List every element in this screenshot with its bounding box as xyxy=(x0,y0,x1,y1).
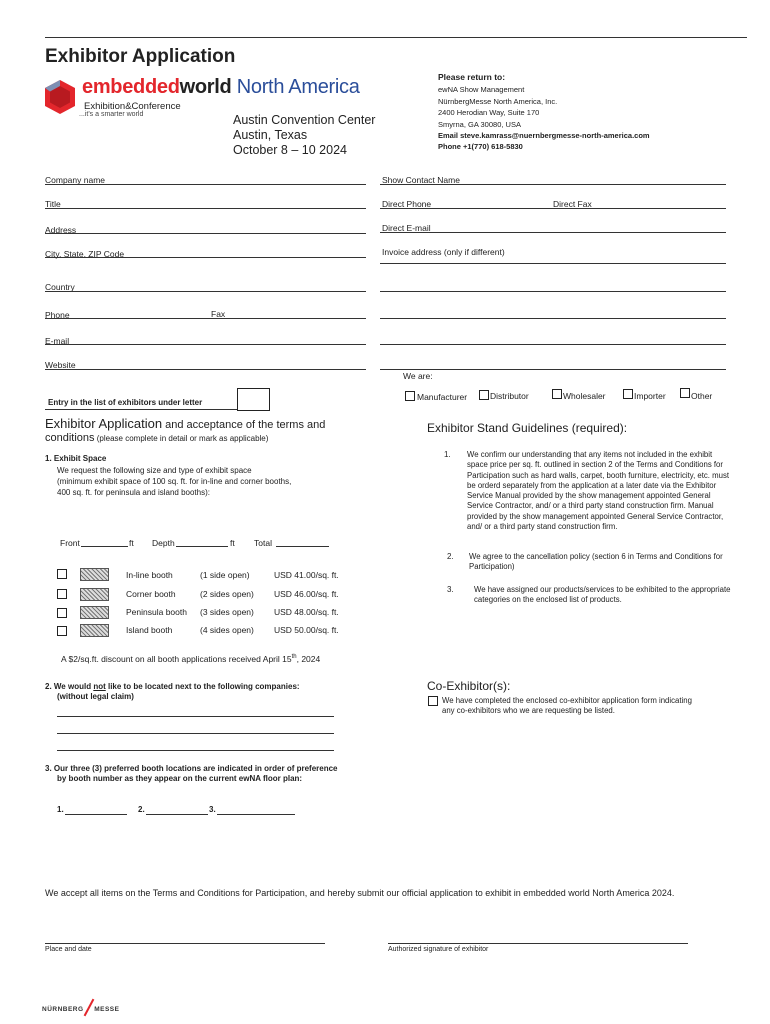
booth-sides: (2 sides open) xyxy=(200,589,254,599)
direct-email-field[interactable] xyxy=(380,232,726,233)
brand-right: MESSE xyxy=(94,1006,120,1013)
application-heading-note: (please complete in detail or mark as applicable) xyxy=(94,434,269,443)
application-heading xyxy=(45,416,325,431)
co-exhibitor-title: Co-Exhibitor(s): xyxy=(427,679,511,693)
place-date-field[interactable] xyxy=(45,943,325,944)
discount-text: A $2/sq.ft. discount on all booth applications received April 15 xyxy=(61,654,292,664)
email-label: E-mail xyxy=(45,336,70,346)
logo-hexagon-icon xyxy=(43,79,77,115)
return-line: Smyrna, GA 30080, USA xyxy=(438,119,521,129)
section2-text-b: like to be located next to the following companies: xyxy=(105,682,300,691)
exclude-company-field-3[interactable] xyxy=(57,750,334,751)
section3-heading: 3. Our three (3) preferred booth locations are indicated in order of preference xyxy=(45,764,338,773)
slash-icon xyxy=(84,999,95,1017)
fax-label: Fax xyxy=(211,309,226,319)
guideline-line: provided by the show management appointed General Service Contractor, xyxy=(467,511,724,521)
depth-label: Depth xyxy=(152,538,175,548)
guideline-line: be orderd separately from the application at a later date via the Exhibitor xyxy=(467,480,717,490)
guideline-line: We confirm our understanding that any items not included in the exhibit xyxy=(467,450,713,459)
booth-swatch xyxy=(80,568,109,581)
guideline-1-text xyxy=(467,450,729,532)
guideline-num: 3. xyxy=(447,585,454,594)
guideline-line: Participation) xyxy=(469,562,515,572)
section2-text-a: 2. We would xyxy=(45,682,94,691)
importer-label: Importer xyxy=(634,391,666,401)
application-heading-conditions: conditions xyxy=(45,432,95,444)
wholesaler-checkbox[interactable] xyxy=(552,389,562,399)
peninsula-booth-checkbox[interactable] xyxy=(57,608,67,618)
guideline-3-text xyxy=(474,585,730,606)
entry-letter-box[interactable] xyxy=(237,388,270,411)
venue-block xyxy=(233,113,375,158)
booth-swatch xyxy=(80,606,109,619)
guidelines-title: Exhibitor Stand Guidelines (required): xyxy=(427,421,628,435)
total-field[interactable] xyxy=(276,546,329,547)
depth-field[interactable] xyxy=(176,546,228,547)
company-label: Company name xyxy=(45,175,106,185)
place-date-label: Place and date xyxy=(45,946,92,953)
front-unit: ft xyxy=(129,538,134,548)
guideline-line: and/ or a third party stand construction firm. xyxy=(467,522,618,532)
guideline-line: space price per sq. ft. outlined in section 2 of the Terms and Conditions for xyxy=(467,460,723,470)
phone-fax-field[interactable] xyxy=(45,318,366,319)
country-label: Country xyxy=(45,282,75,292)
city-label: City, State, ZIP Code xyxy=(45,249,125,259)
section2-not: not xyxy=(93,682,106,691)
other-checkbox[interactable] xyxy=(680,388,690,398)
invoice-field-5[interactable] xyxy=(380,369,726,370)
return-address xyxy=(438,72,650,153)
corner-booth-checkbox[interactable] xyxy=(57,589,67,599)
exhibit-space-title: 1. Exhibit Space xyxy=(45,454,107,463)
logo-subtitle: Exhibition&Conference xyxy=(84,101,181,112)
booth-price: USD 50.00/sq. ft. xyxy=(274,625,339,635)
pref-1-label: 1. xyxy=(57,805,64,814)
booth-swatch xyxy=(80,624,109,637)
pref-2-field[interactable] xyxy=(146,814,208,815)
guideline-line: Service Contractor, and/ or a third party stand construction firm. Manual xyxy=(467,501,714,511)
city-field[interactable] xyxy=(45,257,366,258)
we-are-label: We are: xyxy=(403,371,433,381)
booth-name: In-line booth xyxy=(126,570,173,580)
country-field[interactable] xyxy=(45,291,366,292)
total-label: Total xyxy=(254,538,272,548)
venue-dates: October 8 – 10 2024 xyxy=(233,143,347,157)
website-field[interactable] xyxy=(45,369,366,370)
booth-sides: (4 sides open) xyxy=(200,625,254,635)
depth-unit: ft xyxy=(230,538,235,548)
wholesaler-label: Wholesaler xyxy=(563,391,606,401)
discount-note xyxy=(61,654,320,664)
discount-sup: th xyxy=(291,654,297,661)
exclude-company-field-2[interactable] xyxy=(57,733,334,734)
direct-fax-label: Direct Fax xyxy=(553,199,592,209)
booth-price: USD 46.00/sq. ft. xyxy=(274,589,339,599)
return-line: ewNA Show Management xyxy=(438,85,525,95)
title-field[interactable] xyxy=(45,208,366,209)
return-line: NürnbergMesse North America, Inc. xyxy=(438,96,558,106)
front-field[interactable] xyxy=(81,546,128,547)
direct-email-label: Direct E-mail xyxy=(382,223,431,233)
booth-sides: (1 side open) xyxy=(200,570,250,580)
island-booth-checkbox[interactable] xyxy=(57,626,67,636)
return-heading: Please return to: xyxy=(438,72,506,82)
address-label: Address xyxy=(45,225,77,235)
distributor-label: Distributor xyxy=(490,391,529,401)
co-exhibitor-line: any co-exhibitors who we are requesting be listed. xyxy=(442,706,615,716)
invoice-label: Invoice address (only if different) xyxy=(382,247,505,257)
direct-phone-label: Direct Phone xyxy=(382,199,432,209)
nuernbergmesse-logo xyxy=(42,998,119,1017)
booth-price: USD 41.00/sq. ft. xyxy=(274,570,339,580)
entry-letter-label: Entry in the list of exhibitors under letter xyxy=(48,398,203,407)
pref-2-label: 2. xyxy=(138,805,145,814)
title-label: Title xyxy=(45,199,61,209)
invoice-field-4[interactable] xyxy=(380,344,726,345)
invoice-field-3[interactable] xyxy=(380,318,726,319)
manufacturer-checkbox[interactable] xyxy=(405,391,415,401)
logo-word-north-america: North America xyxy=(236,76,360,98)
website-label: Website xyxy=(45,360,76,370)
exhibit-space-text xyxy=(57,465,291,498)
application-heading-rest: and acceptance of the terms and xyxy=(162,419,326,431)
top-rule xyxy=(45,37,747,38)
invoice-field-1[interactable] xyxy=(380,263,726,264)
co-exhibitor-checkbox[interactable] xyxy=(428,696,438,706)
importer-checkbox[interactable] xyxy=(623,389,633,399)
booth-name: Island booth xyxy=(126,625,173,635)
guideline-line: We agree to the cancellation policy (section 6 in Terms and Conditions for xyxy=(469,552,723,561)
discount-year: , 2024 xyxy=(296,654,321,664)
direct-phone-fax-field[interactable] xyxy=(380,208,726,209)
booth-price: USD 48.00/sq. ft. xyxy=(274,607,339,617)
section3-subheading: by booth number as they appear on the current ewNA floor plan: xyxy=(57,774,303,783)
booth-sides: (3 sides open) xyxy=(200,607,254,617)
guideline-num: 2. xyxy=(447,552,454,561)
signature-field[interactable] xyxy=(388,943,688,944)
front-label: Front xyxy=(60,538,80,548)
return-line: 2400 Herodian Way, Suite 170 xyxy=(438,108,540,118)
pref-3-field[interactable] xyxy=(217,814,295,815)
guideline-line: Service Manual provided by the show management appointed General xyxy=(467,491,711,501)
brand-left: NÜRNBERG xyxy=(42,1006,84,1013)
pref-3-label: 3. xyxy=(209,805,216,814)
invoice-field-2[interactable] xyxy=(380,291,726,292)
page-title: Exhibitor Application xyxy=(45,46,236,67)
return-phone: Phone +1(770) 618-5830 xyxy=(438,142,523,152)
booth-name: Corner booth xyxy=(126,589,176,599)
guideline-line: We have assigned our products/services to be exhibited to the appropriate xyxy=(474,585,731,594)
pref-1-field[interactable] xyxy=(65,814,127,815)
address-field[interactable] xyxy=(45,233,366,234)
exhibit-space-line: (minimum exhibit space of 100 sq. ft. for in-line and corner booths, xyxy=(57,477,292,486)
inline-booth-checkbox[interactable] xyxy=(57,569,67,579)
booth-name: Peninsula booth xyxy=(126,607,187,617)
section2-subheading: (without legal claim) xyxy=(57,692,134,701)
guideline-2-text xyxy=(469,552,723,573)
return-email: Email steve.kamrass@nuernbergmesse-north-america.com xyxy=(438,131,650,141)
application-heading-line2 xyxy=(45,432,268,444)
other-label: Other xyxy=(691,391,713,401)
acceptance-statement: We accept all items on the Terms and Conditions for Participation, and hereby submit our official application to exhibit in embedded world North America 2024. xyxy=(45,888,675,898)
logo-tagline: ...it's a smarter world xyxy=(79,111,144,118)
exhibit-space-line: We request the following size and type of exhibit space xyxy=(57,466,252,475)
exhibit-space-line: 400 sq. ft. for peninsula and island booths): xyxy=(57,488,210,497)
phone-label: Phone xyxy=(45,310,70,320)
entry-letter-underline xyxy=(45,409,237,410)
distributor-checkbox[interactable] xyxy=(479,390,489,400)
guideline-line: categories on the enclosed list of products. xyxy=(474,595,622,605)
exclude-company-field-1[interactable] xyxy=(57,716,334,717)
logo-word-embedded: embedded xyxy=(82,76,180,98)
logo-wordmark xyxy=(82,76,360,99)
company-field[interactable] xyxy=(45,184,366,185)
booth-swatch xyxy=(80,588,109,601)
co-exhibitor-line: We have completed the enclosed co-exhibitor application form indicating xyxy=(442,696,692,705)
co-exhibitor-text xyxy=(442,696,692,717)
logo-word-world: world xyxy=(179,76,232,98)
venue-city: Austin, Texas xyxy=(233,128,308,142)
manufacturer-label: Manufacturer xyxy=(417,392,468,402)
application-heading-bold: Exhibitor Application xyxy=(45,416,163,431)
venue-name: Austin Convention Center xyxy=(233,113,376,127)
signature-label: Authorized signature of exhibitor xyxy=(388,946,489,953)
section2-heading xyxy=(45,682,300,691)
contact-label: Show Contact Name xyxy=(382,175,460,185)
contact-field[interactable] xyxy=(380,184,726,185)
guideline-num: 1. xyxy=(444,450,451,459)
guideline-line: Participation such as hard walls, carpet, booth furniture, electricity, etc. must xyxy=(467,470,730,480)
email-field[interactable] xyxy=(45,344,366,345)
